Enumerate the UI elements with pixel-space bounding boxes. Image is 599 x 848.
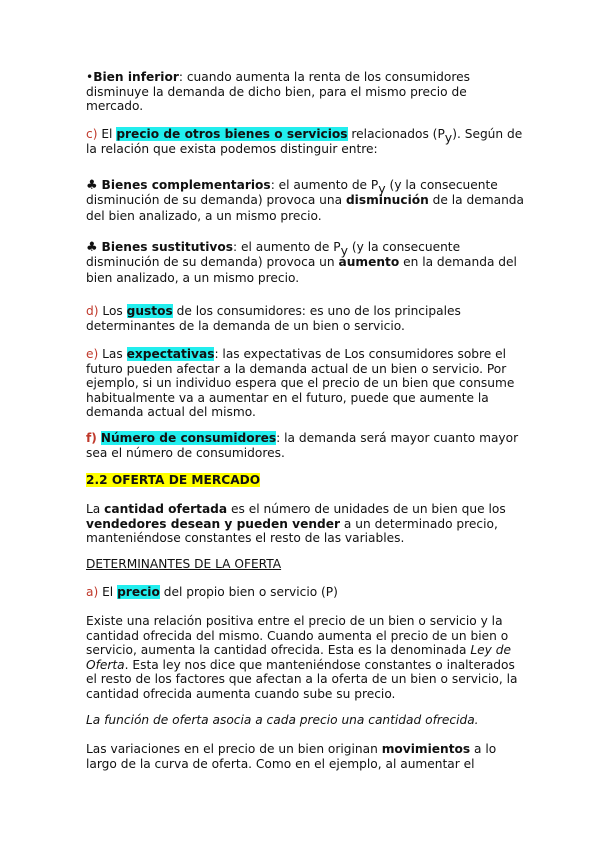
paragraph-complementarios	[86, 178, 526, 224]
text: de la demanda del bien analizado, a un mismo precio.	[86, 193, 525, 223]
text: (y la consecuente disminución de su demanda) provoca un	[86, 240, 461, 270]
text: ). Según de la relación que exista podemos distinguir entre:	[86, 127, 523, 156]
paragraph-funcion-oferta	[86, 713, 526, 728]
text: : el aumento de P	[270, 178, 379, 192]
highlight-precio-otros-bienes: precio de otros bienes o servicios	[116, 127, 348, 141]
text: de los consumidores: es uno de los principales determinantes de la demanda de un bien o servicio.	[86, 304, 461, 333]
text: : el aumento de P	[232, 240, 341, 254]
text: Existe una relación positiva entre el precio de un bien o servicio y la cantidad ofrecida del mismo. Cuando aumenta el precio de un bien o servicio, aumenta la cantidad ofrecida. Esta es la denominada	[86, 614, 509, 658]
text: a lo largo de la curva de oferta. Como en el ejemplo, al aumentar el	[86, 742, 497, 771]
heading-determinantes: DETERMINANTES DE LA OFERTA	[86, 557, 282, 571]
text: a un determinado precio, manteniéndose constantes el resto de las variables.	[86, 516, 498, 546]
text: relacionados (P	[347, 127, 445, 141]
club-icon: ♣	[86, 178, 98, 193]
text: en la demanda del bien analizado, a un mismo precio.	[86, 255, 517, 285]
italic-ley-de-oferta: Ley de Oferta	[86, 643, 511, 672]
text: : la demanda será mayor cuanto mayor sea el número de consumidores.	[86, 431, 519, 460]
item-letter: e)	[86, 347, 99, 361]
paragraph-bien-inferior	[86, 70, 526, 114]
item-letter: f)	[86, 431, 97, 445]
paragraph-item-c	[86, 127, 526, 156]
bold-aumento: aumento	[338, 255, 400, 270]
subscript: y	[340, 243, 348, 258]
text: del propio bien o servicio (P)	[159, 585, 338, 599]
subscript: y	[444, 130, 453, 145]
paragraph-variaciones	[86, 742, 526, 771]
item-letter: d)	[86, 304, 99, 318]
highlight-gustos: gustos	[126, 304, 173, 318]
text: Las	[98, 347, 127, 361]
term-complementarios: Bienes complementarios	[101, 178, 271, 192]
term-sustitutivos: Bienes sustitutivos	[101, 240, 233, 254]
club-icon: ♣	[86, 240, 98, 255]
text: . Esta ley nos dice que manteniéndose constantes o inalterados el resto de los factores que afectan a la oferta de un bien o servicio, la cantidad ofrecida aumenta cuando sube su precio.	[86, 657, 518, 701]
section-heading	[86, 473, 526, 488]
paragraph-item-a	[86, 585, 526, 600]
highlight-precio: precio	[117, 585, 160, 599]
bullet-icon: •	[86, 70, 94, 84]
paragraph-relacion-positiva	[86, 614, 526, 702]
text: El	[98, 585, 118, 599]
text: es el número de unidades de un bien que los	[227, 502, 506, 516]
item-letter: c)	[86, 127, 98, 141]
bold-cantidad-ofertada: cantidad ofertada	[104, 502, 228, 516]
text: : las expectativas de Los consumidores sobre el futuro pueden afectar a la demanda actual de un bien o servicio. Por ejemplo, si un individuo espera que el precio de un bien que consume habitualmente va a aumentar en el futuro, puede que aumente la demanda actual del mismo.	[86, 347, 515, 420]
text: Las variaciones en el precio de un bien originan	[86, 742, 382, 756]
paragraph-item-e	[86, 347, 526, 420]
paragraph-sustitutivos	[86, 240, 526, 286]
bold-vendedores: vendedores desean y pueden vender	[86, 516, 341, 531]
bold-movimientos: movimientos	[381, 742, 471, 756]
item-letter: a)	[86, 585, 99, 599]
text: El	[97, 127, 117, 141]
text: : cuando aumenta la renta de los consumidores disminuye la demanda de dicho bien, para el mismo precio de mercado.	[86, 70, 470, 114]
term-bien-inferior: Bien inferior	[93, 70, 179, 84]
highlight-numero-consumidores: Número de consumidores	[100, 431, 277, 445]
text: Los	[98, 304, 127, 318]
paragraph-item-d	[86, 304, 526, 333]
section-title-oferta-mercado: 2.2 OFERTA DE MERCADO	[86, 473, 261, 487]
italic-funcion-oferta: La función de oferta asocia a cada precio una cantidad ofrecida.	[86, 713, 479, 727]
paragraph-cantidad-ofertada	[86, 502, 526, 546]
subscript: y	[378, 181, 386, 196]
bold-disminucion: disminución	[345, 193, 429, 208]
paragraph-item-f	[86, 431, 526, 460]
text: La	[86, 502, 105, 516]
highlight-expectativas: expectativas	[126, 347, 215, 361]
text: (y la consecuente disminución de su demanda) provoca una	[86, 178, 498, 208]
